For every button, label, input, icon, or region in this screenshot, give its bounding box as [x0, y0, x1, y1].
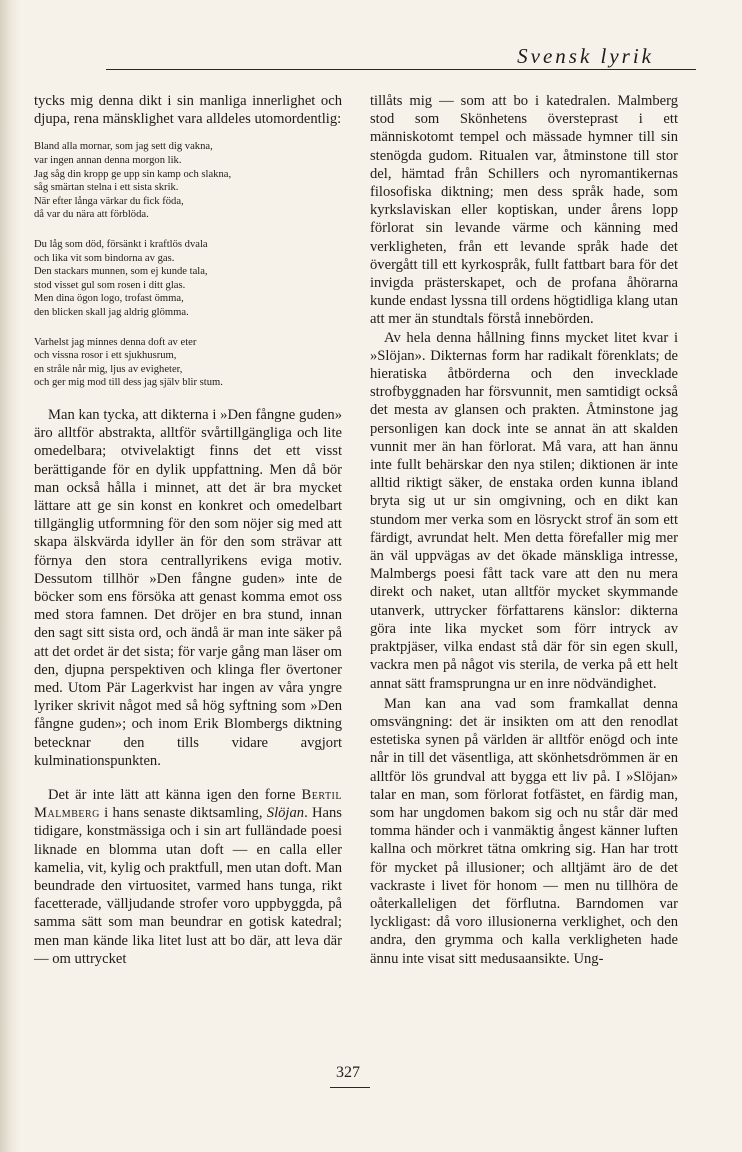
poem-line: då var du nära att förblöda. [34, 209, 149, 221]
body-paragraph: Man kan ana vad som framkallat denna omsvängning: det är insikten om att den renodlat estetiska synen på världen är alltför enögd och inte når in till det väsentliga, att skönhetsdrömmen är en alltför lös grundval att bygga ett liv på. I »Slöjan» talar en man, som förlorat fotfästet, en färdig man, som har ungdomen bakom sig och nu står där med tomma händer och i vanmäktig ångest känner luften kallna och mörkret tätna omkring sig. Han har trott för mycket på illusioner; och alltjämt äro de det vackraste i livet för honom — men nu tillhöra de oåterkalleligen det förflutna. Barndomen var lyckligast: då voro illusionerna verklighet, och den andra, den grymma och kalla verkligheten hade ännu inte visat sitt medusaansikte. Ung- [370, 695, 678, 967]
header-title: Svensk lyrik [517, 44, 654, 68]
poem-line: och ger mig mod till dess jag själv blir stum. [34, 377, 223, 389]
page-number: 327 [336, 1064, 360, 1081]
page-number-rule [330, 1087, 370, 1088]
intro-paragraph: tycks mig denna dikt i sin manliga innerlighet och djupa, rena mänsklighet vara alldeles utomordentlig: [34, 93, 342, 128]
poem-stanza [34, 238, 342, 320]
poem-stanza [34, 336, 342, 390]
poem-line: Du låg som död, försänkt i kraftlös dvala [34, 238, 208, 250]
poem-quote [34, 140, 342, 390]
poem-line: och lika vit som bindorna av gas. [34, 252, 175, 264]
poem-stanza [34, 140, 342, 222]
poem-line: Men dina ögon logo, trofast ömma, [34, 293, 184, 305]
poem-line: Den stackars munnen, som ej kunde tala, [34, 266, 208, 278]
poem-line: såg smärtan stelna i ett sista skrik. [34, 182, 179, 194]
poem-line: och vissna rosor i ett sjukhusrum, [34, 350, 177, 362]
author-name: Bertil Malmberg [34, 786, 342, 822]
poem-line: Varhelst jag minnes denna doft av eter [34, 336, 197, 348]
body-paragraph: Det är inte lätt att känna igen den forne Bertil Malmberg i hans senaste diktsamling, Slöjan. Hans tidigare, konstmässiga och i sin art fulländade poesi liknade en blomma utan doft — en calla eller kamelia, vit, kylig och praktfull, men utan doft. Man beundrade den virtuositet, varmed hans tunga, rikt facetterade, välljudande strofer voro uppbyggda, på samma sätt som man beundrar en gotisk katedral; men man kände lika litet lust att bo där, att leva där — om uttrycket [34, 786, 342, 967]
header-rule [106, 69, 696, 70]
page-edge [0, 0, 20, 1152]
poem-line: När efter långa värkar du fick föda, [34, 195, 184, 207]
poem-line: Bland alla mornar, som jag sett dig vakna, [34, 141, 213, 153]
left-column [34, 92, 342, 968]
book-title: Slöjan [266, 805, 305, 822]
poem-line: en stråle når mig, ljus av evigheter, [34, 363, 183, 375]
body-paragraph: Man kan tycka, att dikterna i »Den fångne guden» äro alltför abstrakta, alltför svårtillgängliga och lite omedelbara; otvivelaktigt finns det ett visst berättigande för en dylik uppfattning. Men då bör man också hålla i minnet, att det är bra mycket lättare att ge sin konst en konkret och omedelbart tillgänglig utformning för den som nöjer sig med att skapa älskvärda idyller än för den som strävar att förnya den stora centrallyrikens eviga motiv. Dessutom tillhör »Den fångne guden» inte de böcker som ens försöka att genast komma emot oss med stora famnen. Det dröjer en bra stund, innan den sagt sitt sista ord, och ändå är man inte säker på att det ordet är det sista; för varje gång man läser om den, djupna perspektiven och klinga fler övertoner med. Utom Pär Lagerkvist har ingen av våra yngre lyriker skrivit något med så hög syftning som »Den fångne guden»; och inom Erik Blombergs diktning betecknar den tills vidare avgjort kulminationspunkten. [34, 406, 342, 769]
poem-line: var ingen annan denna morgon lik. [34, 155, 182, 166]
poem-line: stod visset gul som rosen i ditt glas. [34, 279, 186, 291]
right-column [370, 92, 678, 968]
poem-line: den blicken skall jag aldrig glömma. [34, 306, 189, 318]
body-paragraph: Av hela denna hållning finns mycket litet kvar i »Slöjan». Dikternas form har radikalt förenklats; de hieratiska åtbörderna och den invecklade strofbyggnaden har försvunnit, men samtidigt också det mesta av glansen och prakten. Åtminstone jag personligen kan dock inte se annat än att skalden vunnit mer än han förlorat. Må vara, att han ännu inte fullt behärskar den nya stilen; diktionen är inte alltid riktigt säker, de enstaka orden kunna ibland bryta sig ut ur sin omgivning, och en dikt kan stundom mer verka som en lösryckt strof än som ett färdigt, avrundat helt. Men detta förefaller mig mer än väl uppvägas av det ökade mänskliga intresse, Malmbergs poesi fått tack vare att den nu mera direkt och naket, utan alltför mycket skymmande utanverk, uttrycker författarens känslor: dikterna göra inte lika mycket som förr intryck av praktpjäser, vilka endast stå där för sin egen skull, vackra men på något vis sterila, de verka på ett helt annat sätt framsprungna ur en inre nödvändighet. [370, 329, 678, 692]
running-header [24, 44, 694, 69]
poem-line: Jag såg din kropp ge upp sin kamp och slakna, [34, 168, 232, 180]
body-paragraph: tillåts mig — som att bo i katedralen. Malmberg stod som Skönhetens översteprast i ett människotomt tempel och mässade hymner till sin stenögda gudom. Ritualen var, åtminstone till stor del, hämtad från Schillers och nyromantikernas filosofiska diktning; men dess språk hade, som kyrkslaviskan eller koptiskan, under årens lopp förlorat sin levande värme och känning med verkligheten, från ett levande språk hade det övergått till ett kyrkospråk, fullt fattbart bara för det invigda prästerskapet, och de profana åhörarna kunde endast lyssna till ordens högtidliga klang utan att mer än stundtals förstå innebörden. [370, 93, 678, 328]
